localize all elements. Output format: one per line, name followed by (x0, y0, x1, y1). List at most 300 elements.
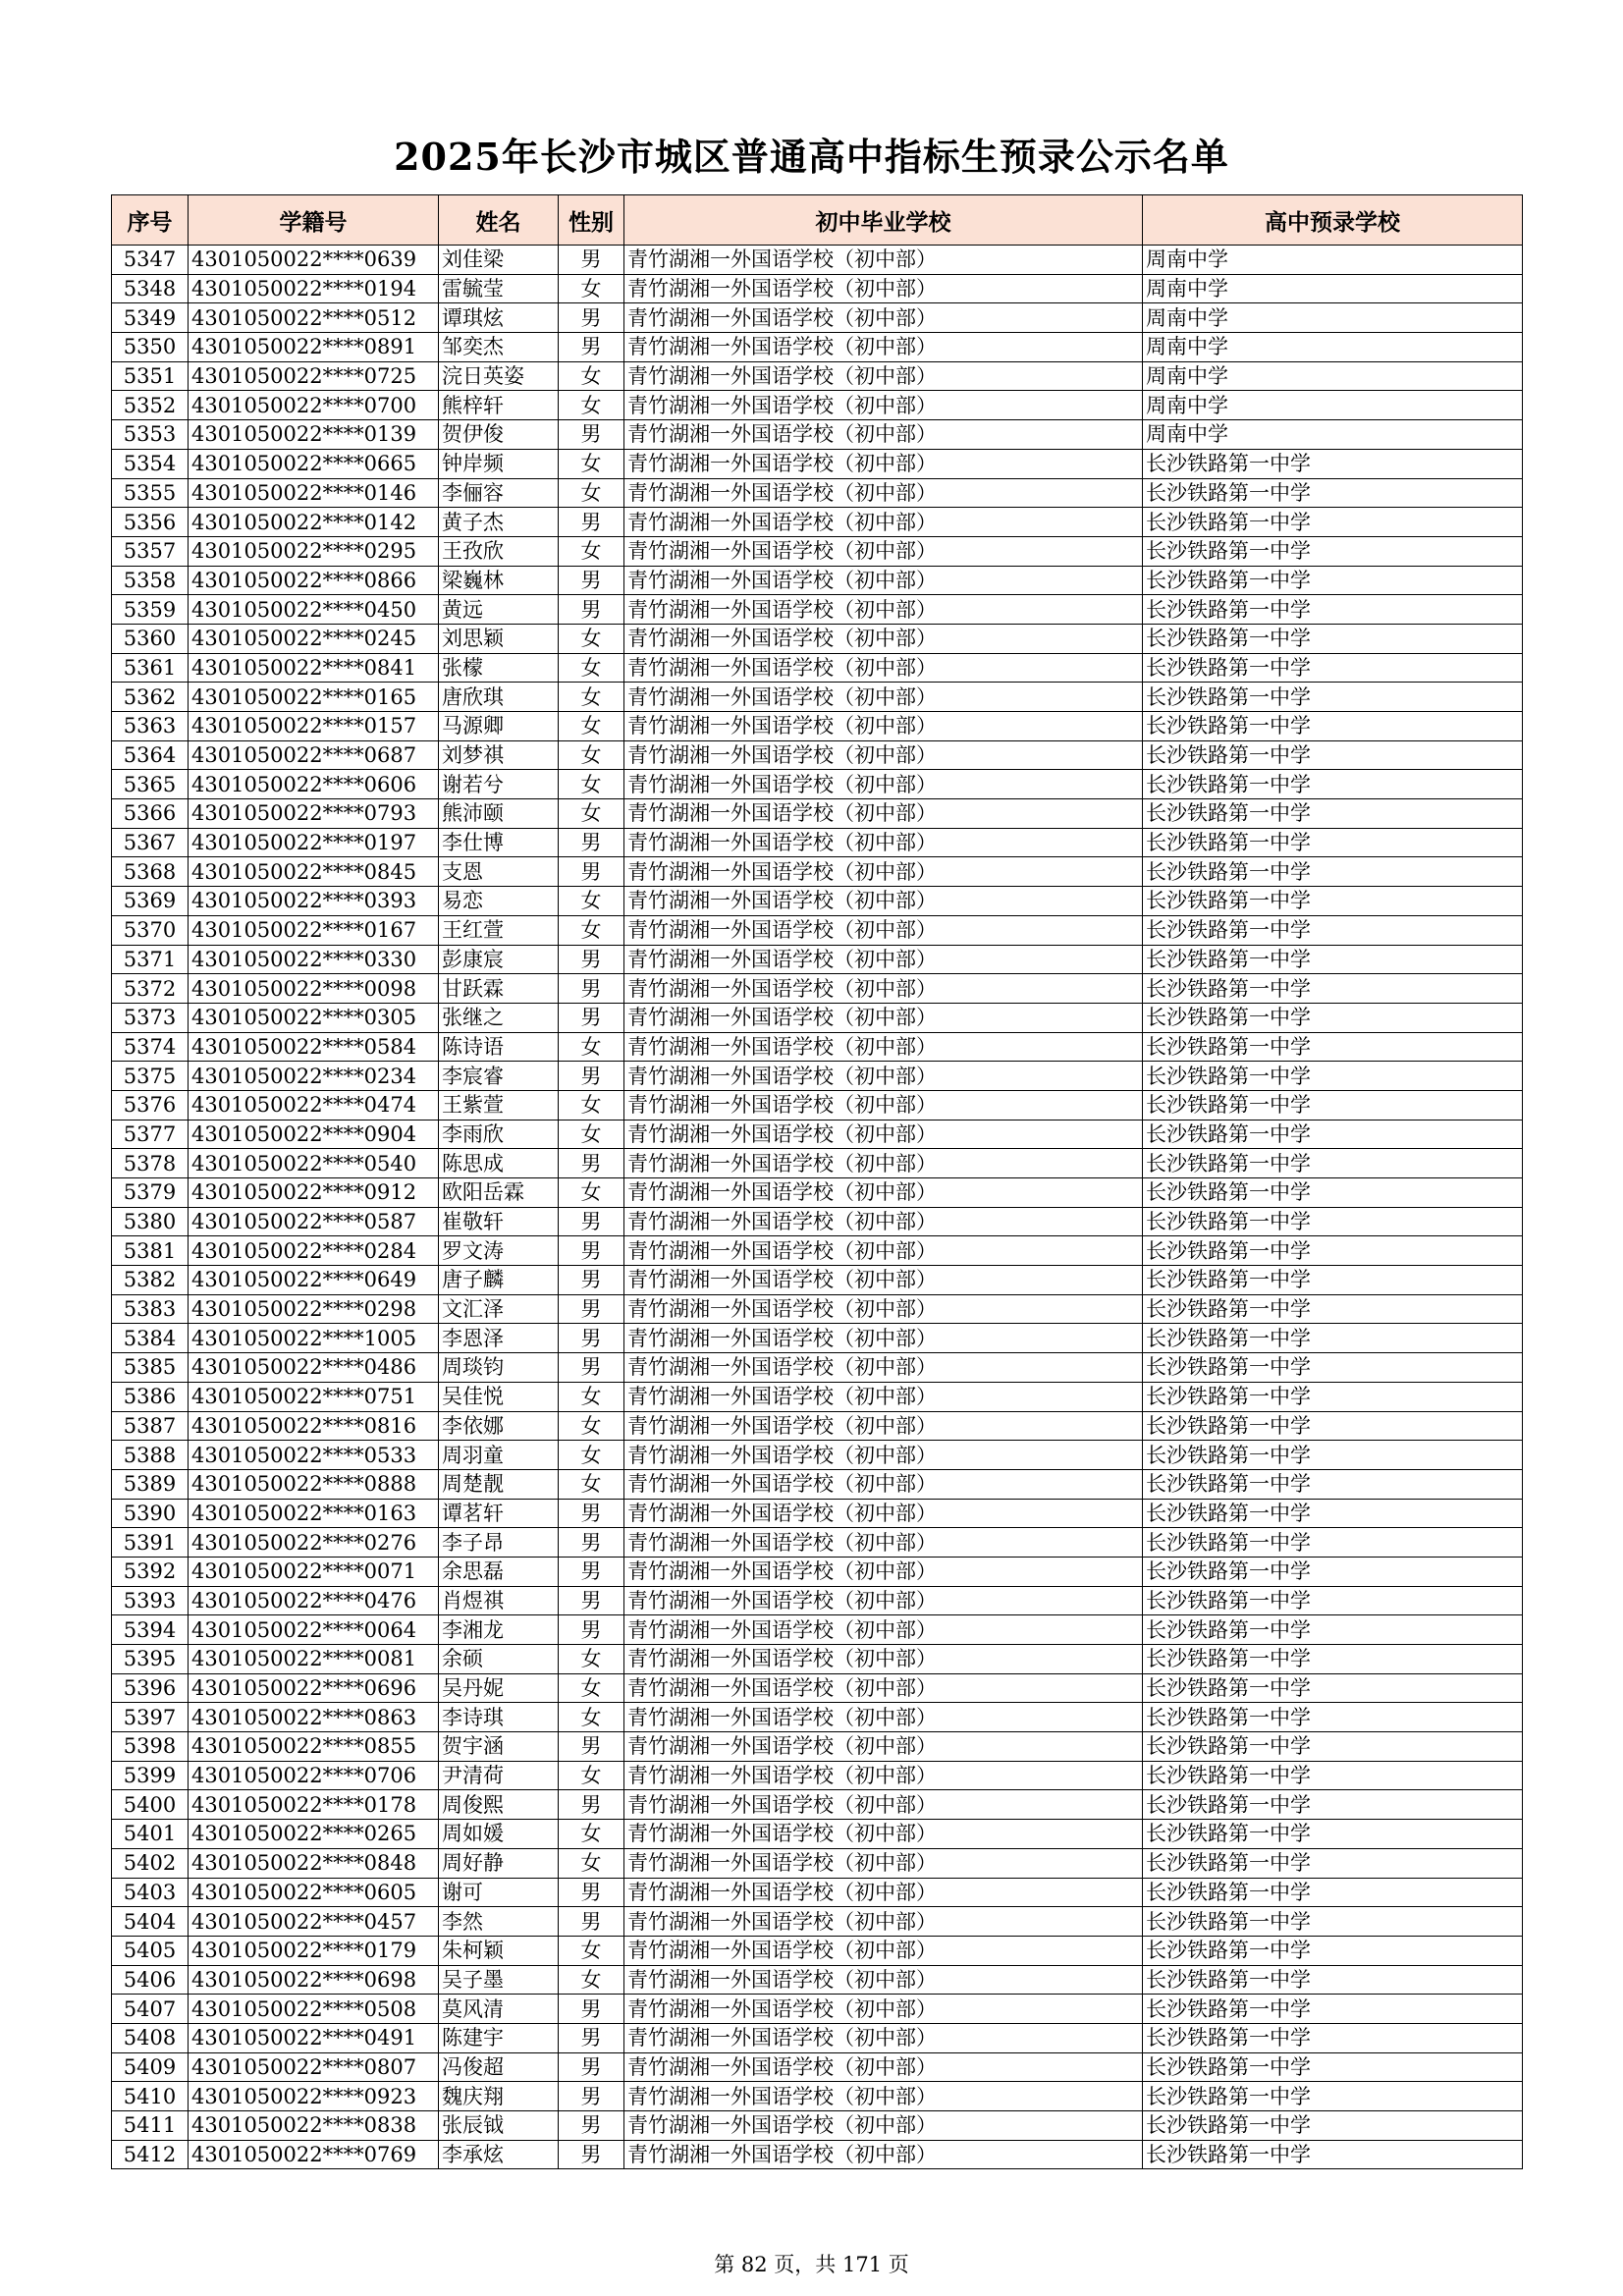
table-row (112, 391, 1523, 420)
table-row (112, 1703, 1523, 1732)
gender-cell: 女 (559, 478, 624, 508)
gender-cell: 女 (559, 887, 624, 916)
header-gender: 性别 (559, 195, 624, 246)
gender-cell: 女 (559, 1645, 624, 1674)
name-cell: 谢可 (439, 1878, 559, 1907)
gender-cell: 女 (559, 1178, 624, 1208)
student-id-cell: 4301050022****0863 (189, 1703, 439, 1732)
junior-school-cell: 青竹湖湘一外国语学校（初中部） (624, 1469, 1143, 1499)
seq-cell: 5388 (112, 1441, 189, 1470)
seq-cell: 5384 (112, 1324, 189, 1353)
gender-cell: 女 (559, 1761, 624, 1790)
name-cell: 王紫萱 (439, 1090, 559, 1120)
table-row (112, 1003, 1523, 1032)
student-id-cell: 4301050022****0476 (189, 1586, 439, 1615)
junior-school-cell: 青竹湖湘一外国语学校（初中部） (624, 2082, 1143, 2111)
student-id-cell: 4301050022****0848 (189, 1848, 439, 1878)
table-row (112, 828, 1523, 857)
gender-cell: 男 (559, 2082, 624, 2111)
junior-school-cell: 青竹湖湘一外国语学校（初中部） (624, 1353, 1143, 1383)
gender-cell: 男 (559, 1499, 624, 1528)
junior-school-cell: 青竹湖湘一外国语学校（初中部） (624, 1907, 1143, 1937)
seq-cell: 5353 (112, 420, 189, 450)
gender-cell: 女 (559, 1848, 624, 1878)
student-id-cell: 4301050022****0245 (189, 624, 439, 653)
gender-cell: 女 (559, 1441, 624, 1470)
table-row (112, 1178, 1523, 1208)
name-cell: 陈建宇 (439, 2023, 559, 2052)
senior-school-cell: 周南中学 (1143, 303, 1523, 333)
seq-cell: 5380 (112, 1207, 189, 1236)
seq-cell: 5350 (112, 333, 189, 362)
senior-school-cell: 周南中学 (1143, 333, 1523, 362)
junior-school-cell: 青竹湖湘一外国语学校（初中部） (624, 2023, 1143, 2052)
seq-cell: 5401 (112, 1820, 189, 1849)
name-cell: 王红萱 (439, 915, 559, 945)
name-cell: 熊沛颐 (439, 799, 559, 829)
senior-school-cell: 长沙铁路第一中学 (1143, 449, 1523, 478)
name-cell: 谢若兮 (439, 770, 559, 799)
table-row (112, 1936, 1523, 1965)
header-seq: 序号 (112, 195, 189, 246)
student-id-cell: 4301050022****0912 (189, 1178, 439, 1208)
gender-cell: 男 (559, 1557, 624, 1586)
seq-cell: 5373 (112, 1003, 189, 1032)
junior-school-cell: 青竹湖湘一外国语学校（初中部） (624, 1120, 1143, 1149)
name-cell: 刘梦祺 (439, 740, 559, 770)
junior-school-cell: 青竹湖湘一外国语学校（初中部） (624, 1761, 1143, 1790)
junior-school-cell: 青竹湖湘一外国语学校（初中部） (624, 333, 1143, 362)
seq-cell: 5349 (112, 303, 189, 333)
gender-cell: 男 (559, 2052, 624, 2082)
junior-school-cell: 青竹湖湘一外国语学校（初中部） (624, 1557, 1143, 1586)
table-row (112, 1848, 1523, 1878)
student-id-cell: 4301050022****0064 (189, 1615, 439, 1645)
gender-cell: 男 (559, 303, 624, 333)
table-row (112, 1586, 1523, 1615)
table-row (112, 2111, 1523, 2141)
gender-cell: 女 (559, 1120, 624, 1149)
name-cell: 贺宇涵 (439, 1732, 559, 1762)
name-cell: 陈诗语 (439, 1032, 559, 1062)
junior-school-cell: 青竹湖湘一外国语学校（初中部） (624, 1995, 1143, 2024)
junior-school-cell: 青竹湖湘一外国语学校（初中部） (624, 857, 1143, 887)
name-cell: 支恩 (439, 857, 559, 887)
junior-school-cell: 青竹湖湘一外国语学校（初中部） (624, 1965, 1143, 1995)
senior-school-cell: 长沙铁路第一中学 (1143, 974, 1523, 1004)
table-row (112, 1790, 1523, 1820)
student-id-cell: 4301050022****0457 (189, 1907, 439, 1937)
gender-cell: 男 (559, 1236, 624, 1266)
junior-school-cell: 青竹湖湘一外国语学校（初中部） (624, 1820, 1143, 1849)
senior-school-cell: 长沙铁路第一中学 (1143, 1615, 1523, 1645)
name-cell: 莫风清 (439, 1995, 559, 2024)
table-row (112, 1382, 1523, 1411)
senior-school-cell: 长沙铁路第一中学 (1143, 1178, 1523, 1208)
name-cell: 李宸睿 (439, 1062, 559, 1091)
gender-cell: 男 (559, 1790, 624, 1820)
gender-cell: 男 (559, 1878, 624, 1907)
student-id-cell: 4301050022****0587 (189, 1207, 439, 1236)
seq-cell: 5403 (112, 1878, 189, 1907)
table-row (112, 536, 1523, 566)
header-senior-school: 高中预录学校 (1143, 195, 1523, 246)
name-cell: 李俪容 (439, 478, 559, 508)
gender-cell: 男 (559, 1294, 624, 1324)
name-cell: 周如媛 (439, 1820, 559, 1849)
gender-cell: 男 (559, 974, 624, 1004)
gender-cell: 女 (559, 1411, 624, 1441)
table-row (112, 1732, 1523, 1762)
gender-cell: 男 (559, 1615, 624, 1645)
name-cell: 李仕博 (439, 828, 559, 857)
name-cell: 唐欣琪 (439, 683, 559, 712)
student-id-cell: 4301050022****0841 (189, 653, 439, 683)
gender-cell: 男 (559, 508, 624, 537)
seq-cell: 5375 (112, 1062, 189, 1091)
seq-cell: 5374 (112, 1032, 189, 1062)
seq-cell: 5389 (112, 1469, 189, 1499)
junior-school-cell: 青竹湖湘一外国语学校（初中部） (624, 1441, 1143, 1470)
junior-school-cell: 青竹湖湘一外国语学校（初中部） (624, 1062, 1143, 1091)
senior-school-cell: 长沙铁路第一中学 (1143, 2111, 1523, 2141)
gender-cell: 女 (559, 1703, 624, 1732)
gender-cell: 女 (559, 915, 624, 945)
gender-cell: 男 (559, 1528, 624, 1558)
seq-cell: 5396 (112, 1673, 189, 1703)
table-row (112, 887, 1523, 916)
student-id-cell: 4301050022****0305 (189, 1003, 439, 1032)
table-row (112, 1441, 1523, 1470)
table-row (112, 799, 1523, 829)
name-cell: 李诗琪 (439, 1703, 559, 1732)
student-id-cell: 4301050022****0866 (189, 566, 439, 595)
senior-school-cell: 长沙铁路第一中学 (1143, 799, 1523, 829)
senior-school-cell: 长沙铁路第一中学 (1143, 770, 1523, 799)
name-cell: 雷毓莹 (439, 274, 559, 303)
junior-school-cell: 青竹湖湘一外国语学校（初中部） (624, 799, 1143, 829)
seq-cell: 5358 (112, 566, 189, 595)
junior-school-cell: 青竹湖湘一外国语学校（初中部） (624, 1673, 1143, 1703)
table-row (112, 1907, 1523, 1937)
name-cell: 张继之 (439, 1003, 559, 1032)
name-cell: 吴佳悦 (439, 1382, 559, 1411)
seq-cell: 5393 (112, 1586, 189, 1615)
table-row (112, 1878, 1523, 1907)
senior-school-cell: 长沙铁路第一中学 (1143, 1236, 1523, 1266)
junior-school-cell: 青竹湖湘一外国语学校（初中部） (624, 770, 1143, 799)
senior-school-cell: 长沙铁路第一中学 (1143, 2082, 1523, 2111)
student-id-cell: 4301050022****0178 (189, 1790, 439, 1820)
gender-cell: 男 (559, 1003, 624, 1032)
senior-school-cell: 周南中学 (1143, 391, 1523, 420)
seq-cell: 5354 (112, 449, 189, 478)
gender-cell: 女 (559, 274, 624, 303)
student-id-cell: 4301050022****0330 (189, 945, 439, 974)
junior-school-cell: 青竹湖湘一外国语学校（初中部） (624, 624, 1143, 653)
student-id-cell: 4301050022****0486 (189, 1353, 439, 1383)
gender-cell: 男 (559, 2111, 624, 2141)
gender-cell: 男 (559, 1266, 624, 1295)
gender-cell: 男 (559, 420, 624, 450)
table-row (112, 303, 1523, 333)
gender-cell: 男 (559, 566, 624, 595)
table-row (112, 1645, 1523, 1674)
junior-school-cell: 青竹湖湘一外国语学校（初中部） (624, 1032, 1143, 1062)
name-cell: 周琰钧 (439, 1353, 559, 1383)
gender-cell: 女 (559, 683, 624, 712)
junior-school-cell: 青竹湖湘一外国语学校（初中部） (624, 740, 1143, 770)
junior-school-cell: 青竹湖湘一外国语学校（初中部） (624, 828, 1143, 857)
gender-cell: 男 (559, 1586, 624, 1615)
senior-school-cell: 长沙铁路第一中学 (1143, 1732, 1523, 1762)
name-cell: 肖煜祺 (439, 1586, 559, 1615)
gender-cell: 男 (559, 2023, 624, 2052)
senior-school-cell: 长沙铁路第一中学 (1143, 1382, 1523, 1411)
table-row (112, 1499, 1523, 1528)
table-row (112, 449, 1523, 478)
seq-cell: 5359 (112, 595, 189, 625)
gender-cell: 女 (559, 740, 624, 770)
junior-school-cell: 青竹湖湘一外国语学校（初中部） (624, 1499, 1143, 1528)
student-id-cell: 4301050022****0284 (189, 1236, 439, 1266)
name-cell: 魏庆翔 (439, 2082, 559, 2111)
name-cell: 浣日英姿 (439, 361, 559, 391)
name-cell: 马源卿 (439, 712, 559, 741)
senior-school-cell: 长沙铁路第一中学 (1143, 945, 1523, 974)
seq-cell: 5357 (112, 536, 189, 566)
table-row (112, 2023, 1523, 2052)
senior-school-cell: 周南中学 (1143, 246, 1523, 275)
table-row (112, 333, 1523, 362)
junior-school-cell: 青竹湖湘一外国语学校（初中部） (624, 1586, 1143, 1615)
seq-cell: 5395 (112, 1645, 189, 1674)
table-row (112, 1557, 1523, 1586)
student-id-cell: 4301050022****0606 (189, 770, 439, 799)
name-cell: 邹奕杰 (439, 333, 559, 362)
student-id-cell: 4301050022****0393 (189, 887, 439, 916)
seq-cell: 5409 (112, 2052, 189, 2082)
student-id-cell: 4301050022****0098 (189, 974, 439, 1004)
name-cell: 陈思成 (439, 1149, 559, 1178)
senior-school-cell: 长沙铁路第一中学 (1143, 1149, 1523, 1178)
table-row (112, 508, 1523, 537)
senior-school-cell: 长沙铁路第一中学 (1143, 1528, 1523, 1558)
table-row (112, 1528, 1523, 1558)
junior-school-cell: 青竹湖湘一外国语学校（初中部） (624, 449, 1143, 478)
table-row (112, 1207, 1523, 1236)
student-id-cell: 4301050022****0265 (189, 1820, 439, 1849)
junior-school-cell: 青竹湖湘一外国语学校（初中部） (624, 1207, 1143, 1236)
senior-school-cell: 长沙铁路第一中学 (1143, 1878, 1523, 1907)
senior-school-cell: 周南中学 (1143, 274, 1523, 303)
senior-school-cell: 长沙铁路第一中学 (1143, 1965, 1523, 1995)
senior-school-cell: 周南中学 (1143, 361, 1523, 391)
student-id-cell: 4301050022****0081 (189, 1645, 439, 1674)
table-row (112, 2140, 1523, 2169)
student-id-cell: 4301050022****0450 (189, 595, 439, 625)
seq-cell: 5366 (112, 799, 189, 829)
student-id-cell: 4301050022****0855 (189, 1732, 439, 1762)
student-id-cell: 4301050022****0605 (189, 1878, 439, 1907)
name-cell: 刘思颖 (439, 624, 559, 653)
seq-cell: 5391 (112, 1528, 189, 1558)
name-cell: 刘佳梁 (439, 246, 559, 275)
senior-school-cell: 长沙铁路第一中学 (1143, 887, 1523, 916)
name-cell: 崔敬轩 (439, 1207, 559, 1236)
junior-school-cell: 青竹湖湘一外国语学校（初中部） (624, 420, 1143, 450)
senior-school-cell: 长沙铁路第一中学 (1143, 1003, 1523, 1032)
senior-school-cell: 长沙铁路第一中学 (1143, 915, 1523, 945)
name-cell: 贺伊俊 (439, 420, 559, 450)
senior-school-cell: 长沙铁路第一中学 (1143, 566, 1523, 595)
name-cell: 周好静 (439, 1848, 559, 1878)
student-id-cell: 4301050022****0584 (189, 1032, 439, 1062)
gender-cell: 女 (559, 1090, 624, 1120)
junior-school-cell: 青竹湖湘一外国语学校（初中部） (624, 887, 1143, 916)
name-cell: 梁巍林 (439, 566, 559, 595)
junior-school-cell: 青竹湖湘一外国语学校（初中部） (624, 683, 1143, 712)
student-id-cell: 4301050022****0491 (189, 2023, 439, 2052)
senior-school-cell: 长沙铁路第一中学 (1143, 1062, 1523, 1091)
name-cell: 罗文涛 (439, 1236, 559, 1266)
table-row (112, 915, 1523, 945)
gender-cell: 女 (559, 712, 624, 741)
junior-school-cell: 青竹湖湘一外国语学校（初中部） (624, 974, 1143, 1004)
student-id-cell: 4301050022****0700 (189, 391, 439, 420)
seq-cell: 5370 (112, 915, 189, 945)
gender-cell: 女 (559, 1936, 624, 1965)
gender-cell: 女 (559, 536, 624, 566)
gender-cell: 男 (559, 1207, 624, 1236)
seq-cell: 5355 (112, 478, 189, 508)
seq-cell: 5369 (112, 887, 189, 916)
junior-school-cell: 青竹湖湘一外国语学校（初中部） (624, 1236, 1143, 1266)
name-cell: 熊梓轩 (439, 391, 559, 420)
student-id-cell: 4301050022****0904 (189, 1120, 439, 1149)
junior-school-cell: 青竹湖湘一外国语学校（初中部） (624, 1090, 1143, 1120)
table-row (112, 274, 1523, 303)
senior-school-cell: 长沙铁路第一中学 (1143, 1207, 1523, 1236)
gender-cell: 男 (559, 857, 624, 887)
gender-cell: 男 (559, 1149, 624, 1178)
name-cell: 黄子杰 (439, 508, 559, 537)
junior-school-cell: 青竹湖湘一外国语学校（初中部） (624, 945, 1143, 974)
table-row (112, 1761, 1523, 1790)
seq-cell: 5411 (112, 2111, 189, 2141)
table-row (112, 1236, 1523, 1266)
table-row (112, 857, 1523, 887)
senior-school-cell: 长沙铁路第一中学 (1143, 624, 1523, 653)
table-row (112, 1820, 1523, 1849)
seq-cell: 5356 (112, 508, 189, 537)
student-id-cell: 4301050022****0146 (189, 478, 439, 508)
seq-cell: 5383 (112, 1294, 189, 1324)
seq-cell: 5390 (112, 1499, 189, 1528)
name-cell: 李雨欣 (439, 1120, 559, 1149)
junior-school-cell: 青竹湖湘一外国语学校（初中部） (624, 246, 1143, 275)
seq-cell: 5408 (112, 2023, 189, 2052)
student-id-cell: 4301050022****0474 (189, 1090, 439, 1120)
student-id-cell: 4301050022****0157 (189, 712, 439, 741)
gender-cell: 女 (559, 1673, 624, 1703)
student-id-cell: 4301050022****0649 (189, 1266, 439, 1295)
seq-cell: 5394 (112, 1615, 189, 1645)
name-cell: 周俊熙 (439, 1790, 559, 1820)
seq-cell: 5387 (112, 1411, 189, 1441)
seq-cell: 5348 (112, 274, 189, 303)
seq-cell: 5372 (112, 974, 189, 1004)
junior-school-cell: 青竹湖湘一外国语学校（初中部） (624, 1149, 1143, 1178)
gender-cell: 女 (559, 799, 624, 829)
name-cell: 张檬 (439, 653, 559, 683)
junior-school-cell: 青竹湖湘一外国语学校（初中部） (624, 1003, 1143, 1032)
senior-school-cell: 长沙铁路第一中学 (1143, 1090, 1523, 1120)
seq-cell: 5386 (112, 1382, 189, 1411)
table-row (112, 246, 1523, 275)
name-cell: 余硕 (439, 1645, 559, 1674)
junior-school-cell: 青竹湖湘一外国语学校（初中部） (624, 274, 1143, 303)
senior-school-cell: 长沙铁路第一中学 (1143, 1499, 1523, 1528)
senior-school-cell: 长沙铁路第一中学 (1143, 478, 1523, 508)
junior-school-cell: 青竹湖湘一外国语学校（初中部） (624, 1615, 1143, 1645)
junior-school-cell: 青竹湖湘一外国语学校（初中部） (624, 1878, 1143, 1907)
table-row (112, 361, 1523, 391)
name-cell: 钟岸频 (439, 449, 559, 478)
junior-school-cell: 青竹湖湘一外国语学校（初中部） (624, 2140, 1143, 2169)
table-row (112, 624, 1523, 653)
gender-cell: 男 (559, 1062, 624, 1091)
seq-cell: 5378 (112, 1149, 189, 1178)
senior-school-cell: 长沙铁路第一中学 (1143, 1820, 1523, 1849)
senior-school-cell: 长沙铁路第一中学 (1143, 1324, 1523, 1353)
admission-table (111, 194, 1523, 2169)
seq-cell: 5392 (112, 1557, 189, 1586)
name-cell: 余思磊 (439, 1557, 559, 1586)
senior-school-cell: 长沙铁路第一中学 (1143, 1703, 1523, 1732)
gender-cell: 女 (559, 1965, 624, 1995)
student-id-cell: 4301050022****0533 (189, 1441, 439, 1470)
name-cell: 易恋 (439, 887, 559, 916)
table-row (112, 1149, 1523, 1178)
page-footer: 第 82 页，共 171 页 (714, 2253, 909, 2276)
table-row (112, 1120, 1523, 1149)
seq-cell: 5405 (112, 1936, 189, 1965)
gender-cell: 女 (559, 1032, 624, 1062)
seq-cell: 5412 (112, 2140, 189, 2169)
seq-cell: 5360 (112, 624, 189, 653)
student-id-cell: 4301050022****0142 (189, 508, 439, 537)
student-id-cell: 4301050022****0298 (189, 1294, 439, 1324)
table-row (112, 683, 1523, 712)
gender-cell: 女 (559, 1382, 624, 1411)
junior-school-cell: 青竹湖湘一外国语学校（初中部） (624, 595, 1143, 625)
junior-school-cell: 青竹湖湘一外国语学校（初中部） (624, 1790, 1143, 1820)
table-row (112, 1673, 1523, 1703)
table-row (112, 974, 1523, 1004)
senior-school-cell: 长沙铁路第一中学 (1143, 857, 1523, 887)
seq-cell: 5364 (112, 740, 189, 770)
student-id-cell: 4301050022****0696 (189, 1673, 439, 1703)
junior-school-cell: 青竹湖湘一外国语学校（初中部） (624, 915, 1143, 945)
student-id-cell: 4301050022****1005 (189, 1324, 439, 1353)
seq-cell: 5365 (112, 770, 189, 799)
name-cell: 李承炫 (439, 2140, 559, 2169)
table-row (112, 740, 1523, 770)
senior-school-cell: 长沙铁路第一中学 (1143, 536, 1523, 566)
senior-school-cell: 长沙铁路第一中学 (1143, 1645, 1523, 1674)
table-row (112, 1615, 1523, 1645)
